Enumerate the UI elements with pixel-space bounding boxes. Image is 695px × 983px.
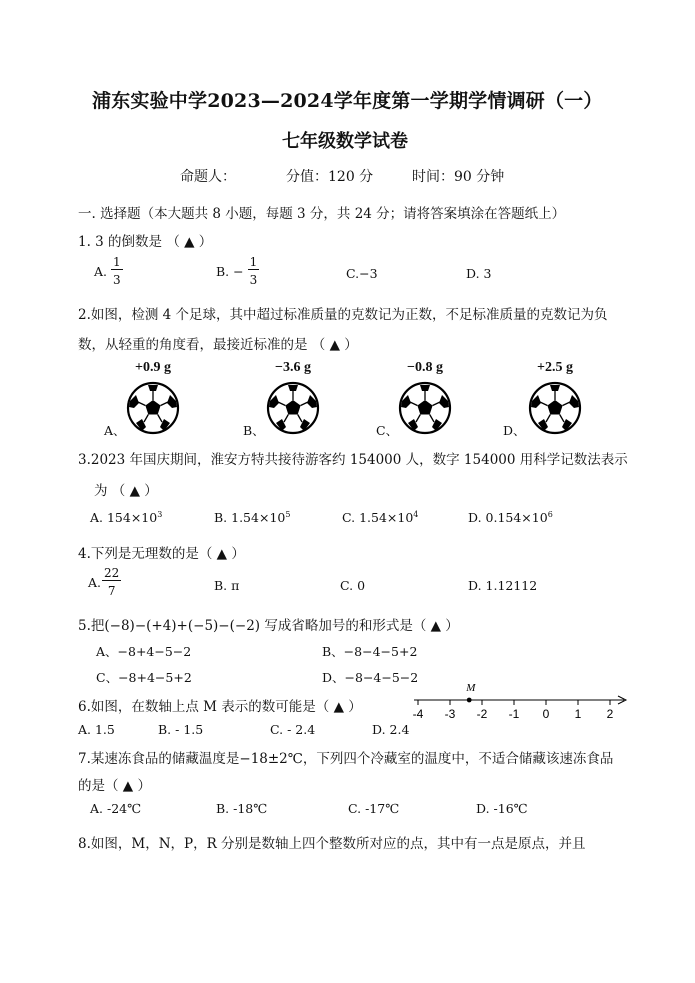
q3-option-b bbox=[214, 510, 290, 525]
soccer-ball-icon bbox=[126, 381, 180, 435]
soccer-ball-shape bbox=[268, 383, 318, 433]
ball-b-label: B、 bbox=[243, 423, 265, 438]
soccer-ball-icon bbox=[266, 381, 320, 435]
q6-option-a: A. 1.5 bbox=[78, 722, 115, 737]
number-line-tick-label: 0 bbox=[542, 707, 550, 721]
number-line-tick-label: 1 bbox=[574, 707, 582, 721]
q3-option-a bbox=[90, 510, 162, 525]
q1-option-c: C.−3 bbox=[346, 266, 378, 281]
q6-stem: 6.如图，在数轴上点 M 表示的数可能是（ ▲ ） bbox=[78, 699, 362, 715]
q1-a-label: A. bbox=[94, 263, 108, 279]
section-heading: 一. 选择题（本大题共 8 小题，每题 3 分，共 24 分；请将答案填涂在答题纸上） bbox=[78, 206, 566, 222]
exam-subtitle: 七年级数学试卷 bbox=[282, 131, 408, 152]
q3-line1: 3.2023 年国庆期间，淮安方特共接待游客约 154000 人，数字 154000 用科学记数法表示 bbox=[78, 452, 628, 468]
q3-option-d bbox=[468, 510, 553, 525]
q3-c-text: C. 1.54×10 bbox=[342, 510, 414, 526]
soccer-ball-shape bbox=[400, 383, 450, 433]
q1-stem: 1. 3 的倒数是 （ ▲ ） bbox=[78, 234, 213, 250]
q7-option-a: A. -24℃ bbox=[90, 801, 142, 816]
q5-option-c: C、−8+4−5+2 bbox=[96, 670, 192, 685]
q5-option-b: B、−8−4−5+2 bbox=[322, 644, 418, 659]
q6-option-b: B. - 1.5 bbox=[158, 722, 204, 737]
ball-c-label: C、 bbox=[376, 423, 399, 438]
q7-option-b: B. -18℃ bbox=[216, 801, 268, 816]
q1-b-denominator: 3 bbox=[249, 273, 258, 287]
q4-option-b: B. π bbox=[214, 578, 240, 593]
q3-b-exponent: 5 bbox=[285, 510, 291, 519]
q4-a-fraction bbox=[102, 567, 121, 597]
q3-c-exponent: 4 bbox=[413, 510, 419, 519]
q4-option-a bbox=[88, 567, 121, 597]
exam-title: 浦东实验中学2023—2024学年度第一学期学情调研（一） bbox=[92, 90, 603, 112]
q4-a-label: A. bbox=[88, 574, 102, 590]
q1-option-a bbox=[94, 256, 123, 286]
ball-d-value: +2.5 g bbox=[537, 360, 573, 375]
q8-line1: 8.如图，M，N，P，R 分别是数轴上四个整数所对应的点，其中有一点是原点，并且 bbox=[78, 836, 586, 852]
number-line-tick-label: -3 bbox=[444, 707, 456, 721]
q1-a-numerator: 1 bbox=[113, 255, 121, 269]
q4-option-c: C. 0 bbox=[340, 578, 366, 593]
soccer-ball-shape bbox=[128, 383, 178, 433]
soccer-ball-icon bbox=[528, 381, 582, 435]
q7-line2: 的是（ ▲ ） bbox=[78, 778, 151, 794]
point-m-label: M bbox=[466, 682, 476, 694]
soccer-ball-icon bbox=[398, 381, 452, 435]
number-line-tick-label: -4 bbox=[412, 707, 424, 721]
q6-option-c: C. - 2.4 bbox=[270, 722, 316, 737]
number-line-tick-label: -1 bbox=[508, 707, 520, 721]
q6-option-d: D. 2.4 bbox=[372, 722, 410, 737]
q3-d-exponent: 6 bbox=[547, 510, 553, 519]
q4-stem: 4.下列是无理数的是（ ▲ ） bbox=[78, 546, 245, 562]
ball-a-value: +0.9 g bbox=[135, 360, 171, 375]
number-line-tick-label: -2 bbox=[476, 707, 488, 721]
q4-a-numerator: 22 bbox=[104, 566, 120, 580]
q3-a-exponent: 3 bbox=[157, 510, 163, 519]
q4-a-denominator: 7 bbox=[107, 584, 116, 598]
ball-c bbox=[390, 360, 460, 376]
ball-a bbox=[118, 360, 188, 376]
q5-option-d: D、−8−4−5−2 bbox=[322, 670, 419, 685]
ball-d bbox=[520, 360, 590, 376]
q1-a-fraction bbox=[111, 256, 123, 286]
number-line-tick-label: 2 bbox=[606, 707, 614, 721]
ball-d-label: D、 bbox=[503, 423, 526, 438]
score-label: 分值：120 分 bbox=[286, 169, 374, 185]
q7-option-d: D. -16℃ bbox=[476, 801, 528, 816]
q1-b-label: B. − bbox=[216, 263, 244, 279]
q1-option-d: D. 3 bbox=[466, 266, 492, 281]
q1-a-denominator: 3 bbox=[113, 273, 121, 287]
q3-a-text: A. 154×10 bbox=[90, 510, 158, 526]
ball-c-value: −0.8 g bbox=[407, 360, 443, 375]
q3-option-c bbox=[342, 510, 418, 525]
q3-line2: 为 （ ▲ ） bbox=[94, 483, 158, 499]
ball-a-label: A、 bbox=[104, 423, 126, 438]
q1-option-b bbox=[216, 256, 259, 286]
q7-line1: 7.某速冻食品的储藏温度是−18±2℃，下列四个冷藏室的温度中，不适合储藏该速冻食品 bbox=[78, 751, 614, 767]
q4-option-d: D. 1.12112 bbox=[468, 578, 538, 593]
q3-b-text: B. 1.54×10 bbox=[214, 510, 286, 526]
q2-line1: 2.如图，检测 4 个足球，其中超过标准质量的克数记为正数，不足标准质量的克数记为负 bbox=[78, 307, 608, 323]
ball-b-value: −3.6 g bbox=[275, 360, 311, 375]
q5-option-a: A、−8+4−5−2 bbox=[96, 644, 192, 659]
ball-b bbox=[258, 360, 328, 376]
q1-b-numerator: 1 bbox=[249, 255, 258, 269]
point-m-dot bbox=[467, 698, 472, 703]
q2-line2: 数，从轻重的角度看，最接近标准的是 （ ▲ ） bbox=[78, 337, 358, 353]
author-label: 命题人： bbox=[180, 169, 236, 185]
soccer-ball-shape bbox=[530, 383, 580, 433]
q3-d-text: D. 0.154×10 bbox=[468, 510, 548, 526]
q7-option-c: C. -17℃ bbox=[348, 801, 400, 816]
time-label: 时间：90 分钟 bbox=[412, 169, 505, 185]
number-line bbox=[404, 678, 632, 724]
q1-b-fraction bbox=[248, 256, 260, 286]
q5-stem: 5.把(−8)−(+4)+(−5)−(−2) 写成省略加号的和形式是（ ▲ ） bbox=[78, 618, 459, 634]
